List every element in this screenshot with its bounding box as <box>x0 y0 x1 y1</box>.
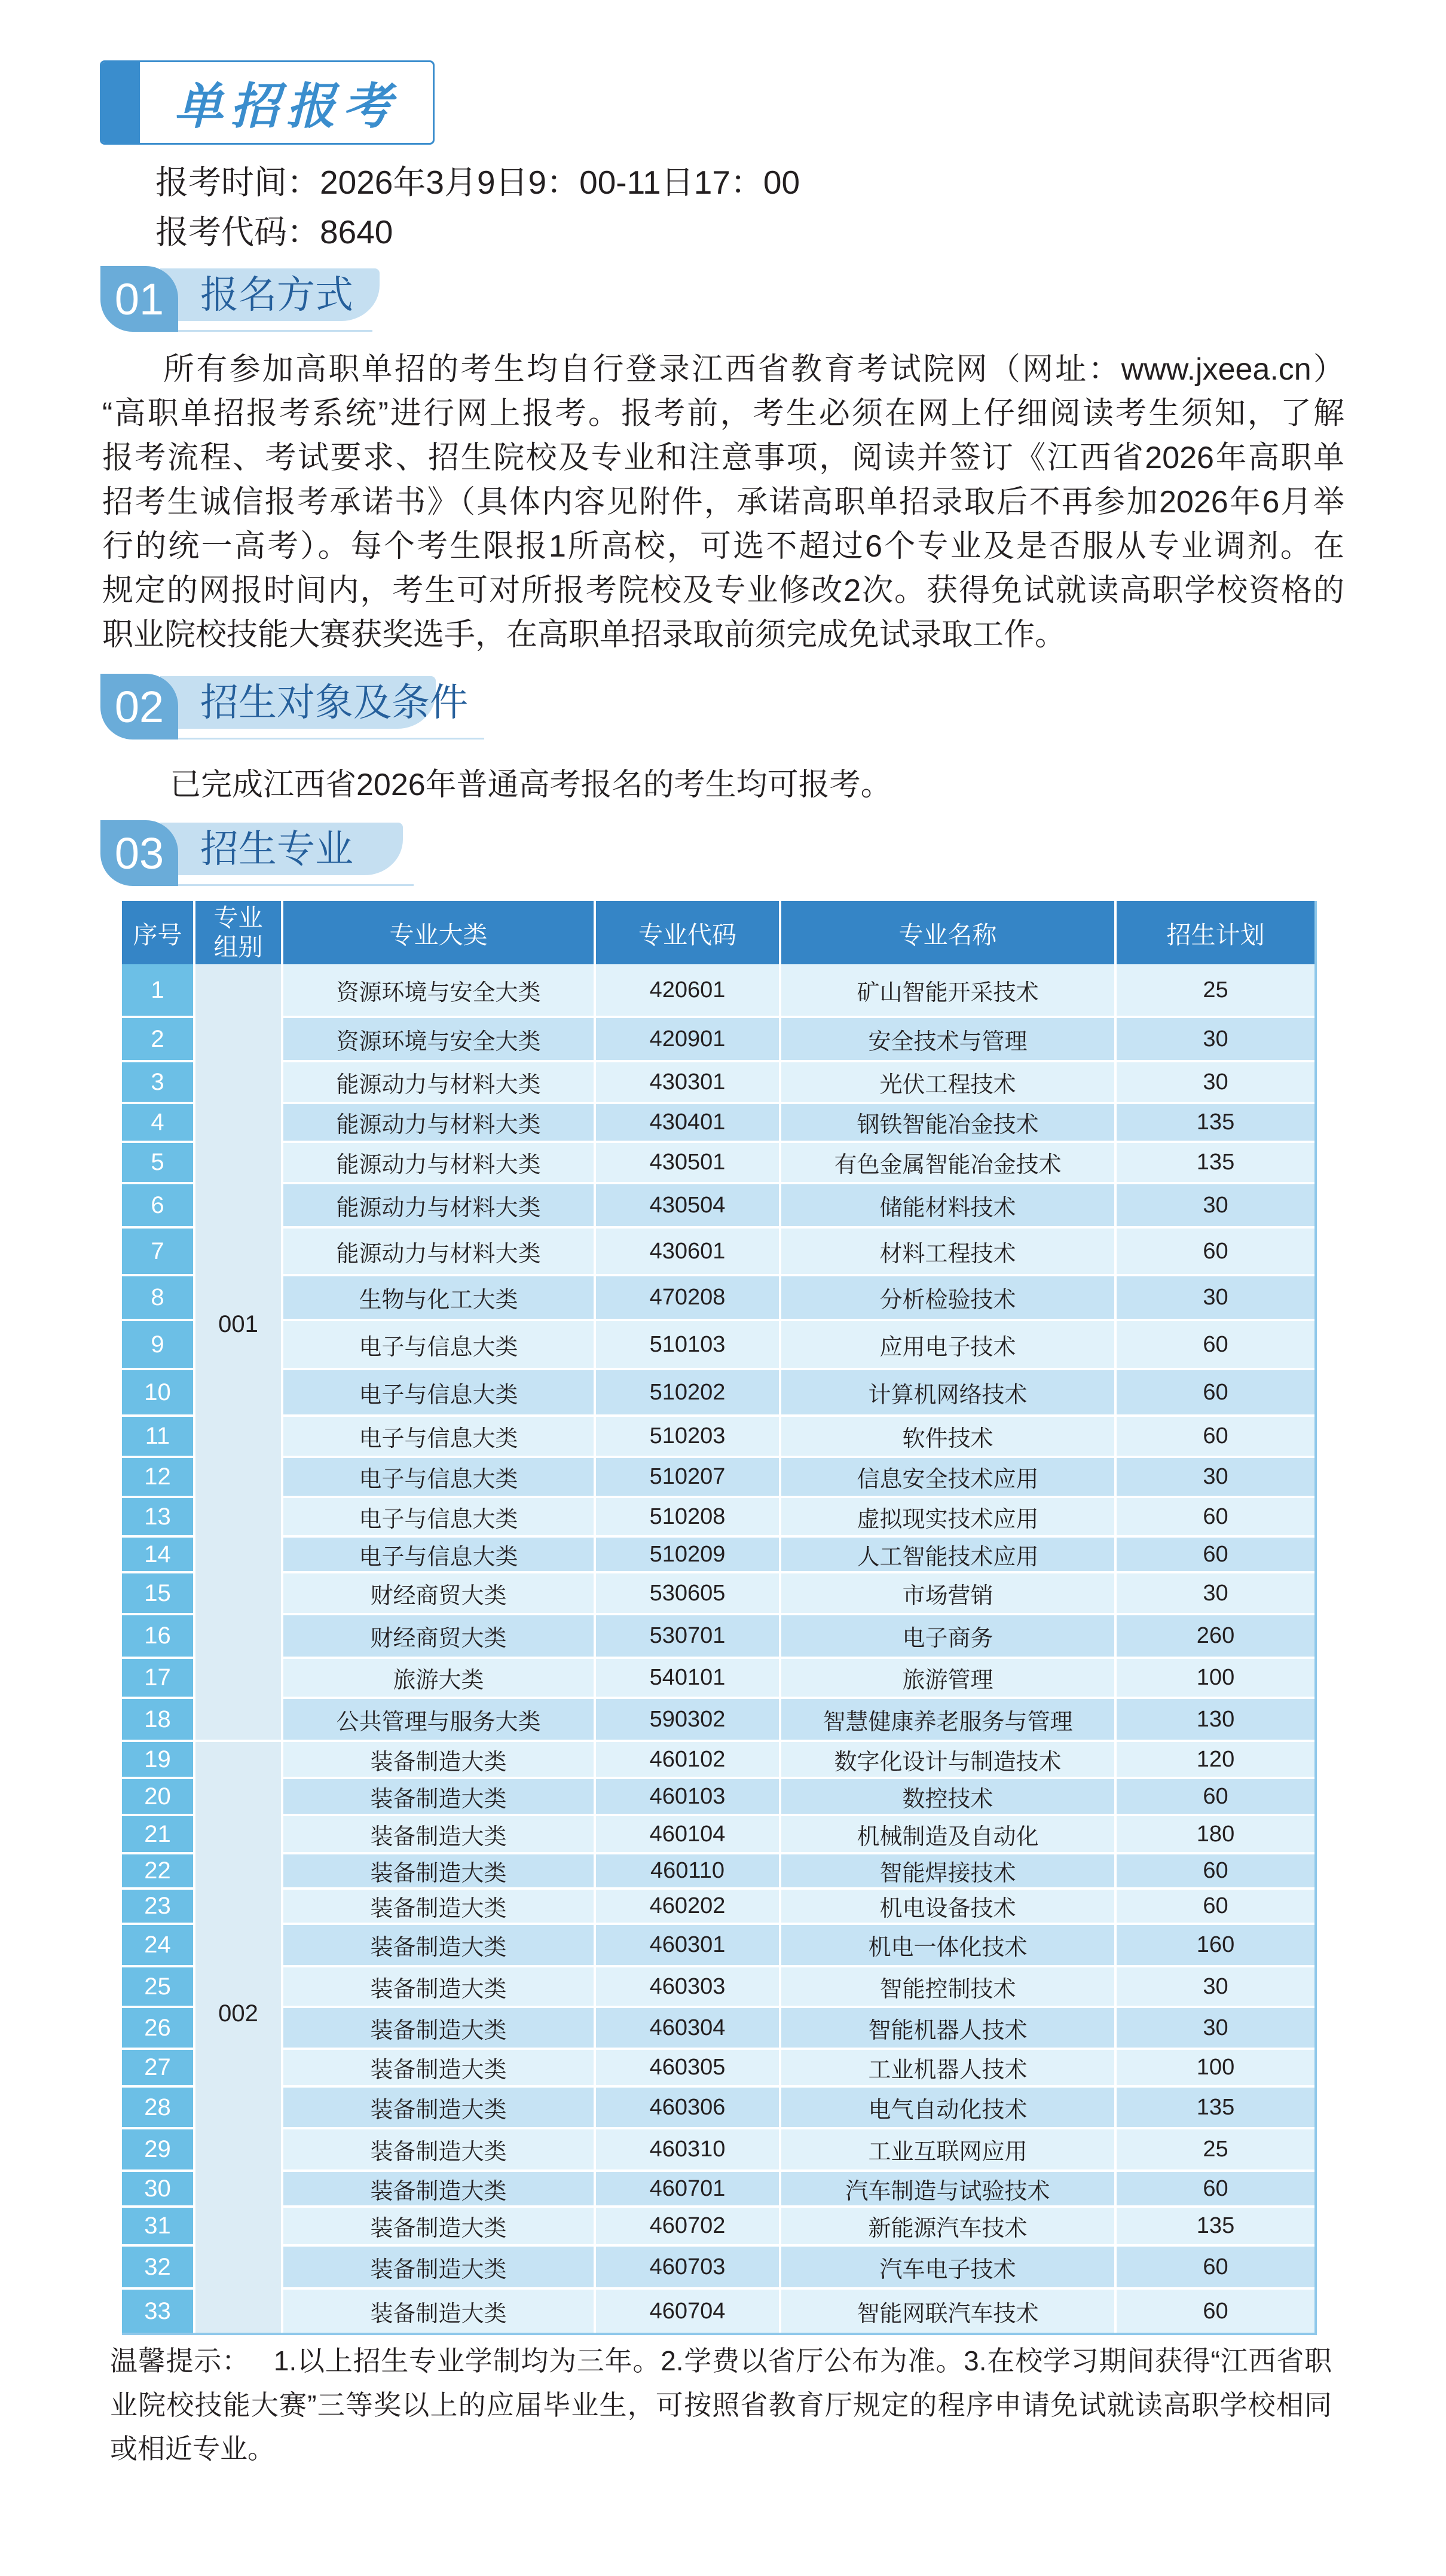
plan-cell: 60 <box>1117 1370 1314 1417</box>
category-cell: 能源动力与材料大类 <box>283 1104 596 1143</box>
group-cell: 002 <box>195 1742 283 2333</box>
row-number: 31 <box>122 2208 195 2247</box>
table-row <box>122 2129 1314 2172</box>
table-row <box>122 1573 1314 1615</box>
plan-cell: 60 <box>1117 1498 1314 1538</box>
code-cell: 460102 <box>596 1742 781 1779</box>
major-name-cell: 智能机器人技术 <box>781 2008 1117 2050</box>
major-name-cell: 新能源汽车技术 <box>781 2208 1117 2247</box>
row-number: 12 <box>122 1458 195 1498</box>
row-number: 18 <box>122 1699 195 1742</box>
section-title: 报名方式 <box>200 273 353 316</box>
footer-line: 或相近专业。 <box>110 2433 275 2464</box>
table-row <box>122 1018 1314 1062</box>
category-cell: 装备制造大类 <box>283 2050 596 2088</box>
category-cell: 装备制造大类 <box>283 1816 596 1854</box>
code-cell: 460202 <box>596 1890 781 1925</box>
eligibility-text: 已完成江西省2026年普通高考报名的考生均可报考。 <box>170 768 892 802</box>
code-cell: 530605 <box>596 1573 781 1615</box>
table-row <box>122 1967 1314 2008</box>
category-cell: 资源环境与安全大类 <box>283 1018 596 1062</box>
table-row <box>122 1742 1314 1779</box>
table-row <box>122 1615 1314 1659</box>
table-row <box>122 1321 1314 1370</box>
major-name-cell: 钢铁智能冶金技术 <box>781 1104 1117 1143</box>
category-cell: 电子与信息大类 <box>283 1417 596 1458</box>
category-cell: 资源环境与安全大类 <box>283 964 596 1018</box>
major-name-cell: 安全技术与管理 <box>781 1018 1117 1062</box>
category-cell: 公共管理与服务大类 <box>283 1699 596 1742</box>
row-number: 5 <box>122 1143 195 1184</box>
row-number: 1 <box>122 964 195 1018</box>
code-cell: 510203 <box>596 1417 781 1458</box>
header-code: 专业代码 <box>596 901 781 964</box>
category-cell: 电子与信息大类 <box>283 1498 596 1538</box>
table-row <box>122 2008 1314 2050</box>
code-cell: 430601 <box>596 1229 781 1276</box>
code-cell: 510103 <box>596 1321 781 1370</box>
category-cell: 生物与化工大类 <box>283 1276 596 1321</box>
row-number: 13 <box>122 1498 195 1538</box>
category-cell: 装备制造大类 <box>283 2172 596 2208</box>
code-cell: 430301 <box>596 1062 781 1104</box>
plan-cell: 135 <box>1117 2088 1314 2129</box>
group-cell: 001 <box>195 964 283 1742</box>
plan-cell: 60 <box>1117 1229 1314 1276</box>
row-number: 10 <box>122 1370 195 1417</box>
code-cell: 460704 <box>596 2290 781 2333</box>
header-plan: 招生计划 <box>1117 901 1314 964</box>
code-cell: 460701 <box>596 2172 781 2208</box>
table-row <box>122 1062 1314 1104</box>
code-cell: 530701 <box>596 1615 781 1659</box>
category-cell: 能源动力与材料大类 <box>283 1143 596 1184</box>
section-title: 招生对象及条件 <box>200 681 468 724</box>
registration-method-paragraph <box>102 347 1344 657</box>
table-row <box>122 1890 1314 1925</box>
registration-time-value: 2026年3月9日9：00-11日17：00 <box>320 164 800 201</box>
row-number: 32 <box>122 2247 195 2290</box>
category-cell: 装备制造大类 <box>283 1925 596 1967</box>
code-cell: 430501 <box>596 1143 781 1184</box>
code-cell: 460306 <box>596 2088 781 2129</box>
plan-cell: 130 <box>1117 1699 1314 1742</box>
header-category: 专业大类 <box>283 901 596 964</box>
code-cell: 510202 <box>596 1370 781 1417</box>
category-cell: 旅游大类 <box>283 1659 596 1699</box>
table-row <box>122 1229 1314 1276</box>
row-number: 27 <box>122 2050 195 2088</box>
plan-cell: 30 <box>1117 1062 1314 1104</box>
footer-line-text: 1.以上招生专业学制均为三年。2.学费以省厅公布为准。3.在校学习期间获得“江西省职 <box>273 2345 1332 2376</box>
major-name-cell: 光伏工程技术 <box>781 1062 1117 1104</box>
code-cell: 460103 <box>596 1779 781 1816</box>
registration-code-row <box>155 207 800 257</box>
major-name-cell: 数控技术 <box>781 1779 1117 1816</box>
table-header-row <box>122 901 1314 964</box>
plan-cell: 60 <box>1117 2247 1314 2290</box>
paragraph-line: 职业院校技能大赛获奖选手，在高职单招录取前须完成免试录取工作。 <box>102 618 1066 652</box>
page-title-box <box>100 60 435 145</box>
major-name-cell: 有色金属智能冶金技术 <box>781 1143 1117 1184</box>
major-name-cell: 机械制造及自动化 <box>781 1816 1117 1854</box>
section-header-eligibility <box>100 674 531 742</box>
section-underline <box>178 330 372 332</box>
row-number: 19 <box>122 1742 195 1779</box>
row-number: 2 <box>122 1018 195 1062</box>
code-cell: 430504 <box>596 1184 781 1229</box>
code-cell: 510209 <box>596 1538 781 1573</box>
row-number: 22 <box>122 1854 195 1890</box>
row-number: 16 <box>122 1615 195 1659</box>
row-number: 14 <box>122 1538 195 1573</box>
plan-cell: 30 <box>1117 1458 1314 1498</box>
plan-cell: 60 <box>1117 2172 1314 2208</box>
plan-cell: 135 <box>1117 1104 1314 1143</box>
major-name-cell: 智能控制技术 <box>781 1967 1117 2008</box>
table-row <box>122 1276 1314 1321</box>
row-number: 17 <box>122 1659 195 1699</box>
category-cell: 电子与信息大类 <box>283 1458 596 1498</box>
table-row <box>122 1458 1314 1498</box>
table-row <box>122 2247 1314 2290</box>
majors-table <box>122 901 1317 2335</box>
category-cell: 能源动力与材料大类 <box>283 1229 596 1276</box>
major-name-cell: 电气自动化技术 <box>781 2088 1117 2129</box>
category-cell: 装备制造大类 <box>283 2129 596 2172</box>
table-row <box>122 1104 1314 1143</box>
plan-cell: 60 <box>1117 1538 1314 1573</box>
row-number: 3 <box>122 1062 195 1104</box>
header-group-label: 专业组别 <box>213 903 263 961</box>
major-name-cell: 虚拟现实技术应用 <box>781 1498 1117 1538</box>
category-cell: 装备制造大类 <box>283 2290 596 2333</box>
major-name-cell: 信息安全技术应用 <box>781 1458 1117 1498</box>
code-cell: 460304 <box>596 2008 781 2050</box>
plan-cell: 25 <box>1117 964 1314 1018</box>
code-cell: 460305 <box>596 2050 781 2088</box>
plan-cell: 25 <box>1117 2129 1314 2172</box>
major-name-cell: 汽车电子技术 <box>781 2247 1117 2290</box>
table-row <box>122 1498 1314 1538</box>
major-name-cell: 市场营销 <box>781 1573 1117 1615</box>
plan-cell: 60 <box>1117 1779 1314 1816</box>
row-number: 29 <box>122 2129 195 2172</box>
major-name-cell: 应用电子技术 <box>781 1321 1117 1370</box>
code-cell: 420901 <box>596 1018 781 1062</box>
section-title: 招生专业 <box>200 827 353 870</box>
code-cell: 470208 <box>596 1276 781 1321</box>
row-number: 6 <box>122 1184 195 1229</box>
plan-cell: 100 <box>1117 1659 1314 1699</box>
paragraph-line: 行的统一高考）。每个考生限报1所高校，可选不超过6个专业及是否服从专业调剂。在 <box>102 529 1344 564</box>
plan-cell: 260 <box>1117 1615 1314 1659</box>
row-number: 11 <box>122 1417 195 1458</box>
category-cell: 装备制造大类 <box>283 2208 596 2247</box>
table-row <box>122 2290 1314 2333</box>
major-name-cell: 矿山智能开采技术 <box>781 964 1117 1018</box>
section-number-badge: 01 <box>100 266 178 332</box>
plan-cell: 60 <box>1117 1417 1314 1458</box>
plan-cell: 60 <box>1117 1321 1314 1370</box>
category-cell: 装备制造大类 <box>283 2088 596 2129</box>
category-cell: 装备制造大类 <box>283 1854 596 1890</box>
section-underline <box>178 738 484 740</box>
header-group <box>195 901 283 964</box>
category-cell: 能源动力与材料大类 <box>283 1062 596 1104</box>
paragraph-line: 所有参加高职单招的考生均自行登录江西省教育考试院网（网址：www.jxeea.cn） <box>163 352 1344 387</box>
page-title: 单招报考 <box>174 78 399 135</box>
registration-time-row <box>155 158 800 207</box>
code-cell: 460104 <box>596 1816 781 1854</box>
header-index: 序号 <box>122 901 195 964</box>
major-name-cell: 汽车制造与试验技术 <box>781 2172 1117 2208</box>
category-cell: 装备制造大类 <box>283 1742 596 1779</box>
category-cell: 装备制造大类 <box>283 2008 596 2050</box>
major-name-cell: 分析检验技术 <box>781 1276 1117 1321</box>
row-number: 30 <box>122 2172 195 2208</box>
table-row <box>122 1417 1314 1458</box>
row-number: 20 <box>122 1779 195 1816</box>
major-name-cell: 旅游管理 <box>781 1659 1117 1699</box>
code-cell: 420601 <box>596 964 781 1018</box>
code-cell: 510208 <box>596 1498 781 1538</box>
table-row <box>122 1925 1314 1967</box>
code-cell: 540101 <box>596 1659 781 1699</box>
category-cell: 电子与信息大类 <box>283 1321 596 1370</box>
code-cell: 590302 <box>596 1699 781 1742</box>
plan-cell: 60 <box>1117 1890 1314 1925</box>
plan-cell: 30 <box>1117 1573 1314 1615</box>
major-name-cell: 材料工程技术 <box>781 1229 1117 1276</box>
major-name-cell: 机电设备技术 <box>781 1890 1117 1925</box>
section-header-registration-method <box>100 266 531 335</box>
header-major-name: 专业名称 <box>781 901 1117 964</box>
table-row <box>122 1143 1314 1184</box>
plan-cell: 60 <box>1117 2290 1314 2333</box>
registration-time-label: 报考时间： <box>155 164 320 201</box>
paragraph-line: 报考流程、考试要求、招生院校及专业和注意事项，阅读并签订《江西省2026年高职单 <box>102 441 1344 475</box>
registration-code-label: 报考代码： <box>155 213 320 250</box>
registration-code-value: 8640 <box>320 213 393 250</box>
major-name-cell: 智慧健康养老服务与管理 <box>781 1699 1117 1742</box>
category-cell: 装备制造大类 <box>283 1967 596 2008</box>
table-row <box>122 1816 1314 1854</box>
code-cell: 460310 <box>596 2129 781 2172</box>
code-cell: 460303 <box>596 1967 781 2008</box>
plan-cell: 100 <box>1117 2050 1314 2088</box>
table-row <box>122 2050 1314 2088</box>
row-number: 21 <box>122 1816 195 1854</box>
plan-cell: 180 <box>1117 1816 1314 1854</box>
section-number-badge: 03 <box>100 820 178 886</box>
major-name-cell: 机电一体化技术 <box>781 1925 1117 1967</box>
plan-cell: 160 <box>1117 1925 1314 1967</box>
row-number: 24 <box>122 1925 195 1967</box>
registration-info <box>155 158 800 257</box>
plan-cell: 60 <box>1117 1854 1314 1890</box>
paragraph-line: “高职单招报考系统”进行网上报考。报考前，考生必须在网上仔细阅读考生须知，了解 <box>102 396 1344 431</box>
row-number: 15 <box>122 1573 195 1615</box>
footer-notice <box>110 2339 1332 2471</box>
major-name-cell: 数字化设计与制造技术 <box>781 1742 1117 1779</box>
category-cell: 装备制造大类 <box>283 1779 596 1816</box>
table-row <box>122 1538 1314 1573</box>
major-name-cell: 软件技术 <box>781 1417 1117 1458</box>
plan-cell: 30 <box>1117 2008 1314 2050</box>
footer-line: 业院校技能大赛”三等奖以上的应届毕业生，可按照省教育厅规定的程序申请免试就读高职学校相同 <box>110 2389 1332 2421</box>
category-cell: 能源动力与材料大类 <box>283 1184 596 1229</box>
row-number: 9 <box>122 1321 195 1370</box>
row-number: 7 <box>122 1229 195 1276</box>
plan-cell: 120 <box>1117 1742 1314 1779</box>
major-name-cell: 智能网联汽车技术 <box>781 2290 1117 2333</box>
code-cell: 430401 <box>596 1104 781 1143</box>
category-cell: 装备制造大类 <box>283 2247 596 2290</box>
major-name-cell: 储能材料技术 <box>781 1184 1117 1229</box>
category-cell: 电子与信息大类 <box>283 1538 596 1573</box>
row-number: 33 <box>122 2290 195 2333</box>
plan-cell: 30 <box>1117 1967 1314 2008</box>
row-number: 8 <box>122 1276 195 1321</box>
major-name-cell: 工业互联网应用 <box>781 2129 1117 2172</box>
category-cell: 财经商贸大类 <box>283 1615 596 1659</box>
row-number: 28 <box>122 2088 195 2129</box>
code-cell: 460110 <box>596 1854 781 1890</box>
plan-cell: 30 <box>1117 1276 1314 1321</box>
table-row <box>122 1779 1314 1816</box>
table-row <box>122 964 1314 1018</box>
category-cell: 装备制造大类 <box>283 1890 596 1925</box>
table-row <box>122 1854 1314 1890</box>
major-name-cell: 智能焊接技术 <box>781 1854 1117 1890</box>
table-row <box>122 1184 1314 1229</box>
section-underline <box>178 884 414 886</box>
paragraph-line: 招考生诚信报考承诺书》（具体内容见附件，承诺高职单招录取后不再参加2026年6月举 <box>102 485 1344 520</box>
code-cell: 510207 <box>596 1458 781 1498</box>
section-number-badge: 02 <box>100 674 178 740</box>
table-row <box>122 2088 1314 2129</box>
paragraph-line: 规定的网报时间内，考生可对所报考院校及专业修改2次。获得免试就读高职学校资格的 <box>102 573 1344 608</box>
row-number: 25 <box>122 1967 195 2008</box>
category-cell: 电子与信息大类 <box>283 1370 596 1417</box>
table-row <box>122 1370 1314 1417</box>
row-number: 23 <box>122 1890 195 1925</box>
major-name-cell: 电子商务 <box>781 1615 1117 1659</box>
category-cell: 财经商贸大类 <box>283 1573 596 1615</box>
footer-line <box>110 2339 1332 2384</box>
major-name-cell: 工业机器人技术 <box>781 2050 1117 2088</box>
plan-cell: 30 <box>1117 1184 1314 1229</box>
table-row <box>122 1699 1314 1742</box>
title-accent-bar <box>102 62 140 143</box>
row-number: 4 <box>122 1104 195 1143</box>
code-cell: 460702 <box>596 2208 781 2247</box>
table-row <box>122 2208 1314 2247</box>
code-cell: 460703 <box>596 2247 781 2290</box>
major-name-cell: 人工智能技术应用 <box>781 1538 1117 1573</box>
table-row <box>122 2172 1314 2208</box>
section-header-majors <box>100 820 531 889</box>
code-cell: 460301 <box>596 1925 781 1967</box>
row-number: 26 <box>122 2008 195 2050</box>
plan-cell: 135 <box>1117 2208 1314 2247</box>
table-row <box>122 1659 1314 1699</box>
major-name-cell: 计算机网络技术 <box>781 1370 1117 1417</box>
plan-cell: 30 <box>1117 1018 1314 1062</box>
footer-notice-label: 温馨提示： <box>110 2345 250 2376</box>
plan-cell: 135 <box>1117 1143 1314 1184</box>
